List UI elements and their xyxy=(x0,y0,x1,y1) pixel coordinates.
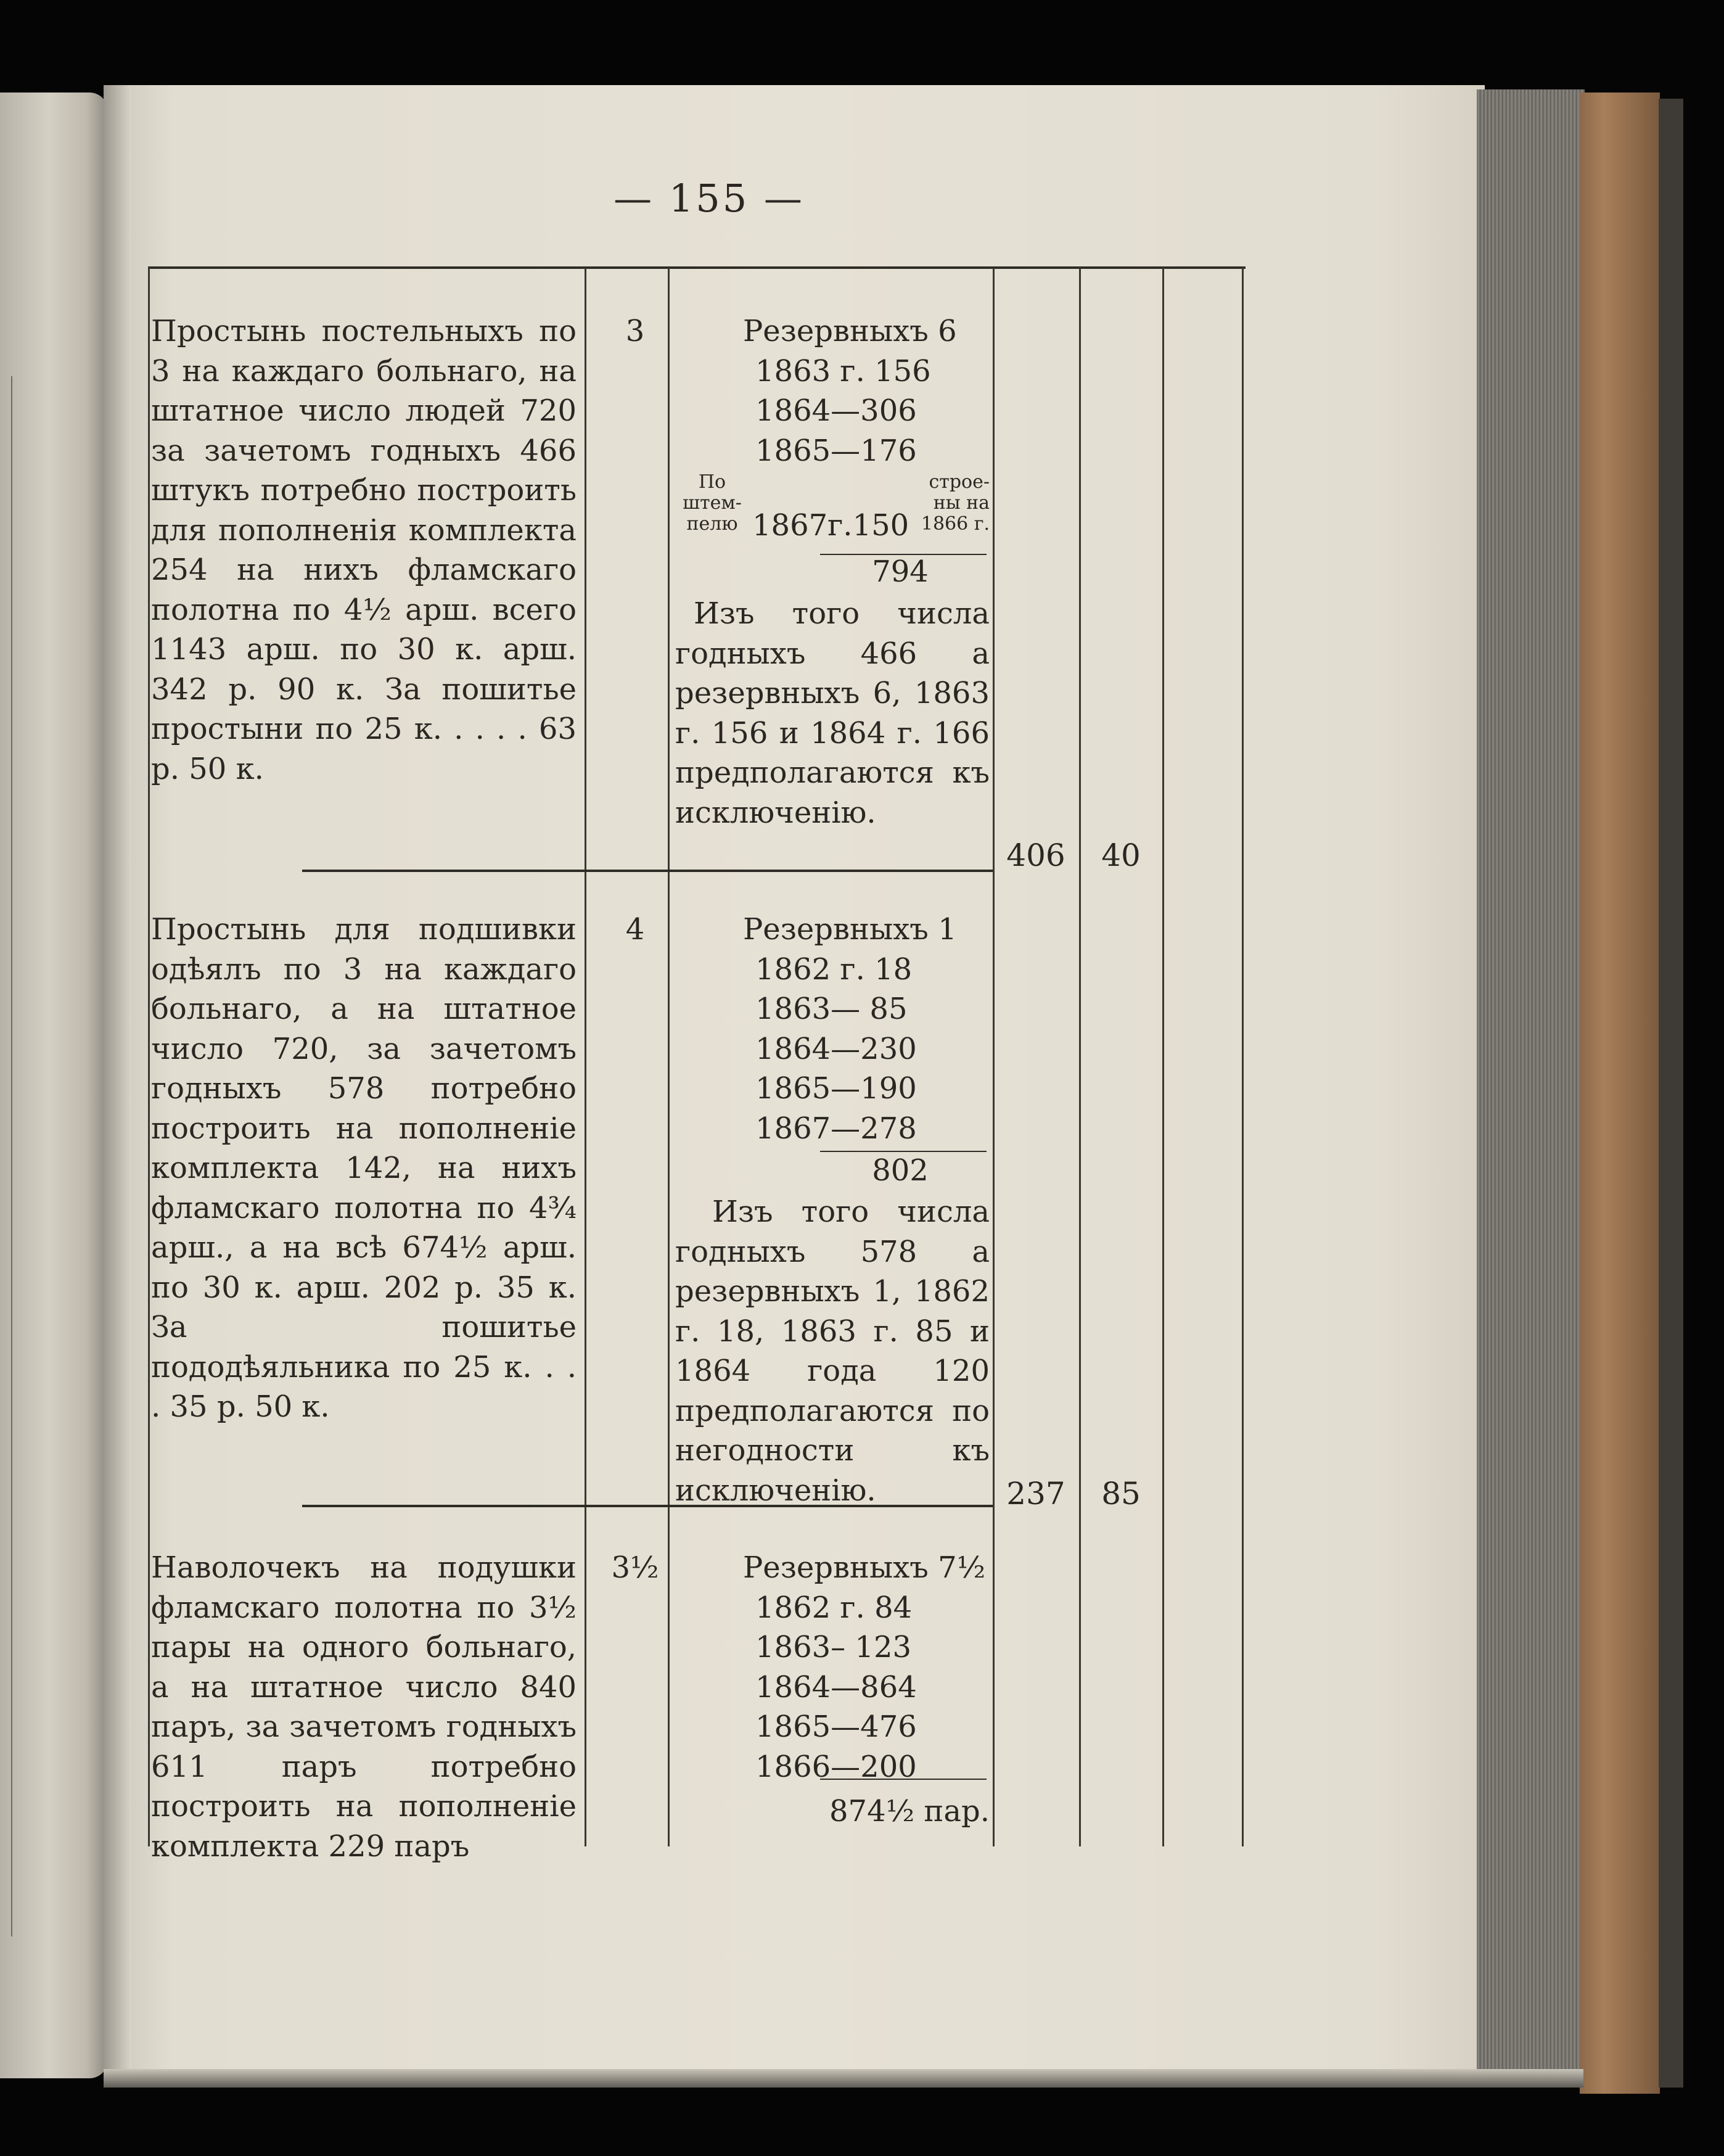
row-1-note-left: По штем- пелю xyxy=(683,471,742,535)
row-1-year-3: 1865—176 xyxy=(755,433,917,468)
col-divider-2 xyxy=(668,268,670,1846)
page-bottom-edge xyxy=(104,2069,1583,2088)
row-3-reserve-label: Резервныхъ 7½ xyxy=(743,1550,986,1585)
row-3-year-4: 1865—476 xyxy=(755,1710,917,1744)
row-1-total: 794 xyxy=(872,554,929,589)
gutter-shadow xyxy=(104,85,131,2074)
page-number: — 155 — xyxy=(614,176,805,221)
row-2-year-5: 1867—278 xyxy=(755,1111,917,1146)
row-3-year-5: 1866—200 xyxy=(755,1749,917,1784)
row-1-year-1: 1863 г. 156 xyxy=(755,353,931,389)
row-3-year-2: 1863– 123 xyxy=(755,1630,912,1664)
row-3-qty: 3½ xyxy=(611,1550,659,1585)
row-2-year-4: 1865—190 xyxy=(755,1071,917,1106)
col-divider-3 xyxy=(993,268,995,1846)
row-2-total: 802 xyxy=(872,1153,929,1188)
col-divider-5 xyxy=(1162,268,1164,1846)
row-1-reserves xyxy=(675,311,990,471)
row-1-remark: Изъ того числа годныхъ 466 а резервныхъ 6, 1863 г. 156 и 1864 г. 166 предполагаются къ исключенію. xyxy=(675,596,990,830)
row-2-year-2: 1863— 85 xyxy=(755,992,908,1026)
row-1-separator xyxy=(302,870,993,872)
row-3-description: Наволочекъ на подушки фламскаго полотна по 3½ пары на одного больнаго, а на штатное число 840 паръ, за зачетомъ годныхъ 611 паръ потребно построить на пополненіе комплекта 229 паръ xyxy=(151,1550,577,1864)
table-left-rule xyxy=(148,268,150,1846)
row-3-year-3: 1864—864 xyxy=(755,1669,917,1705)
row-2-description: Простынь для подшивки одѣялъ по 3 на каждаго больнаго, а на штатное число 720, за зачетомъ годныхъ 578 потребно построить на пополненіе комплекта 142, на нихъ фламскаго полотна по 4¾ арш., а на всѣ 674½ арш. по 30 к. арш. 202 р. 35 к. За пошитье пододѣяльника по 25 к. . . . 35 р. 50 к. xyxy=(151,912,577,1424)
row-1-note-center: 1867г.150 xyxy=(752,508,909,543)
row-2-year-1: 1862 г. 18 xyxy=(755,952,913,987)
row-2-remark: Изъ того числа годныхъ 578 а резервныхъ 1, 1862 г. 18, 1863 г. 85 и 1864 года 120 предполагаются по негодности къ исключенію. xyxy=(675,1195,990,1508)
row-2-rubles: 237 xyxy=(1006,1476,1065,1512)
row-3-year-1: 1862 г. 84 xyxy=(755,1590,913,1625)
row-1-year-2: 1864—306 xyxy=(755,393,917,428)
row-1-rubles: 406 xyxy=(1006,837,1065,873)
facing-page xyxy=(0,93,108,2078)
row-1-kopecks: 40 xyxy=(1101,837,1141,873)
row-2-kopecks: 85 xyxy=(1101,1476,1141,1512)
book-cover-board xyxy=(1580,93,1660,2094)
row-1-reserve-label: Резервныхъ 6 xyxy=(743,314,957,348)
col-divider-1 xyxy=(585,268,586,1846)
table-top-rule xyxy=(148,266,1246,269)
page-edges xyxy=(1477,89,1585,2088)
book-cover-edge xyxy=(1659,99,1683,2088)
row-2-reserve-label: Резервныхъ 1 xyxy=(743,912,957,947)
row-2-reserves xyxy=(675,910,990,1148)
col-divider-4 xyxy=(1079,268,1081,1846)
row-1-description: Простынь постельныхъ по 3 на каждаго больнаго, на штатное число людей 720 за зачетомъ годныхъ 466 штукъ потребно построить для пополненія комплекта 254 на нихъ фламскаго полотна по 4½ арш. всего 1143 арш. по 30 к. арш. 342 р. 90 к. За пошитье простыни по 25 к. . . . . 63 р. 50 к. xyxy=(151,314,577,786)
row-1-note-right: строе- ны на 1866 г. xyxy=(921,471,990,535)
row-2-year-3: 1864—230 xyxy=(755,1031,917,1066)
row-2-qty: 4 xyxy=(625,912,645,947)
table-right-rule xyxy=(1242,268,1244,1846)
row-3-total: 874½ пар. xyxy=(829,1794,990,1829)
facing-page-rule xyxy=(11,376,12,1936)
row-1-qty: 3 xyxy=(625,314,645,348)
row-3-reserves xyxy=(675,1548,990,1787)
